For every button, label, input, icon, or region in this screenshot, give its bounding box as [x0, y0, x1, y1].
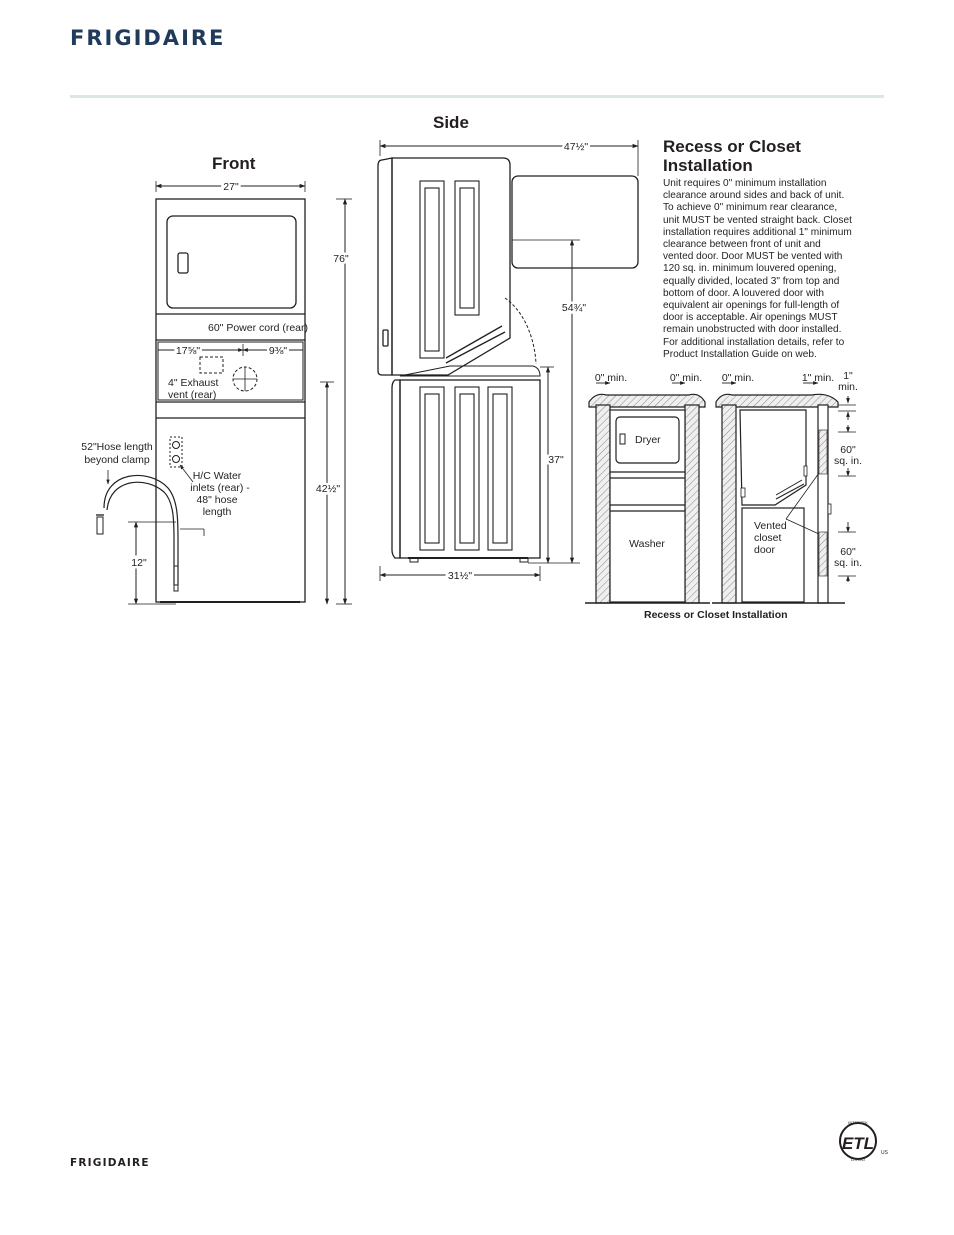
recess-view-front — [585, 383, 710, 603]
drain-height-label: 12" — [131, 557, 147, 569]
front-view — [96, 181, 352, 604]
right-offset-label: 9⅜" — [268, 345, 288, 357]
recess-view-side — [712, 383, 856, 603]
dryer-label: Dryer — [635, 434, 661, 446]
recess-b-left-label: 0" min. — [721, 372, 755, 384]
etl-mark-text: ETL — [841, 1134, 875, 1153]
dryer-open-door — [512, 176, 638, 268]
front-height-label: 76" — [333, 253, 349, 265]
rear-top-label-1: 1" — [843, 370, 853, 382]
vent-top-label-1: 60" — [840, 444, 856, 456]
side-dimension-labels — [448, 141, 588, 582]
recess-title: Recess or Closet Installation — [663, 137, 801, 175]
recess-caption: Recess or Closet Installation — [644, 609, 788, 621]
recess-a-left-label: 0" min. — [594, 372, 628, 384]
vented-label-1: Vented — [754, 520, 787, 532]
vent-bottom-label-2: sq. in. — [833, 557, 863, 569]
washer-height-label: 42½" — [315, 483, 341, 495]
vent-top-label-2: sq. in. — [833, 455, 863, 467]
etl-country-text: US — [881, 1150, 888, 1156]
water-label-4: length — [202, 506, 232, 518]
front-dimension-labels — [81, 181, 349, 569]
exhaust-label-2: vent (rear) — [168, 389, 217, 401]
side-dryer-body — [392, 158, 510, 375]
etl-top-text: INTERTEK — [848, 1120, 868, 1125]
hose-label-2: beyond clamp — [84, 454, 150, 466]
dryer-door — [167, 216, 296, 308]
side-view-title: Side — [433, 113, 469, 132]
power-cord-label: 60" Power cord (rear) — [208, 322, 309, 334]
side-washer-body — [400, 380, 540, 558]
side-depth-open-label: 47½" — [563, 141, 589, 153]
etl-bottom-text: LISTED — [850, 1157, 866, 1162]
side-height-open-label: 54¾" — [561, 302, 587, 314]
recess-unit-side — [740, 410, 806, 505]
left-offset-label: 17⅝" — [175, 345, 201, 357]
exhaust-label-1: 4" Exhaust — [168, 377, 219, 389]
recess-b-right-label: 1" min. — [801, 372, 835, 384]
front-width-label: 27" — [223, 181, 239, 193]
water-label-3: 48" hose — [196, 494, 238, 506]
recess-a-right-label: 0" min. — [669, 372, 703, 384]
footer-brand-logo: FRIGIDAIRE — [70, 1157, 150, 1169]
side-washer-height-label: 37" — [548, 454, 564, 466]
vented-label-3: door — [754, 544, 776, 556]
water-label-1: H/C Water — [192, 470, 242, 482]
vent-bottom-label-1: 60" — [840, 546, 856, 558]
front-view-title: Front — [212, 154, 256, 173]
water-label-2: inlets (rear) - — [190, 482, 250, 494]
hose-label-1: 52"Hose length — [81, 441, 153, 453]
etl-certification-mark — [840, 1120, 889, 1162]
side-depth-label: 31½" — [447, 570, 473, 582]
vented-label-2: closet — [754, 532, 782, 544]
brand-logo: FRIGIDAIRE — [70, 26, 226, 50]
recess-installation-note: Unit requires 0" minimum installation clearance around sides and back of unit. To achieve 0" minimum rear clearance, unit MUST be vented straight back. Closet installation requires additional 1" minimum clearance between front of unit and vented door. Door MUST be vented with 120 sq. in. minimum louvered opening, equally divided, located 3" from top and bottom of door. A louvered door with equivalent air openings for full-length of door is acceptable. Air openings MUST remain unobstructed with door installed. For additional installation details, refer to Product Installation Guide on web. — [663, 178, 852, 360]
power-cord-box — [200, 357, 223, 373]
dryer-handle — [178, 253, 188, 273]
washer-label: Washer — [629, 538, 665, 550]
rear-top-label-2: min. — [838, 381, 858, 393]
